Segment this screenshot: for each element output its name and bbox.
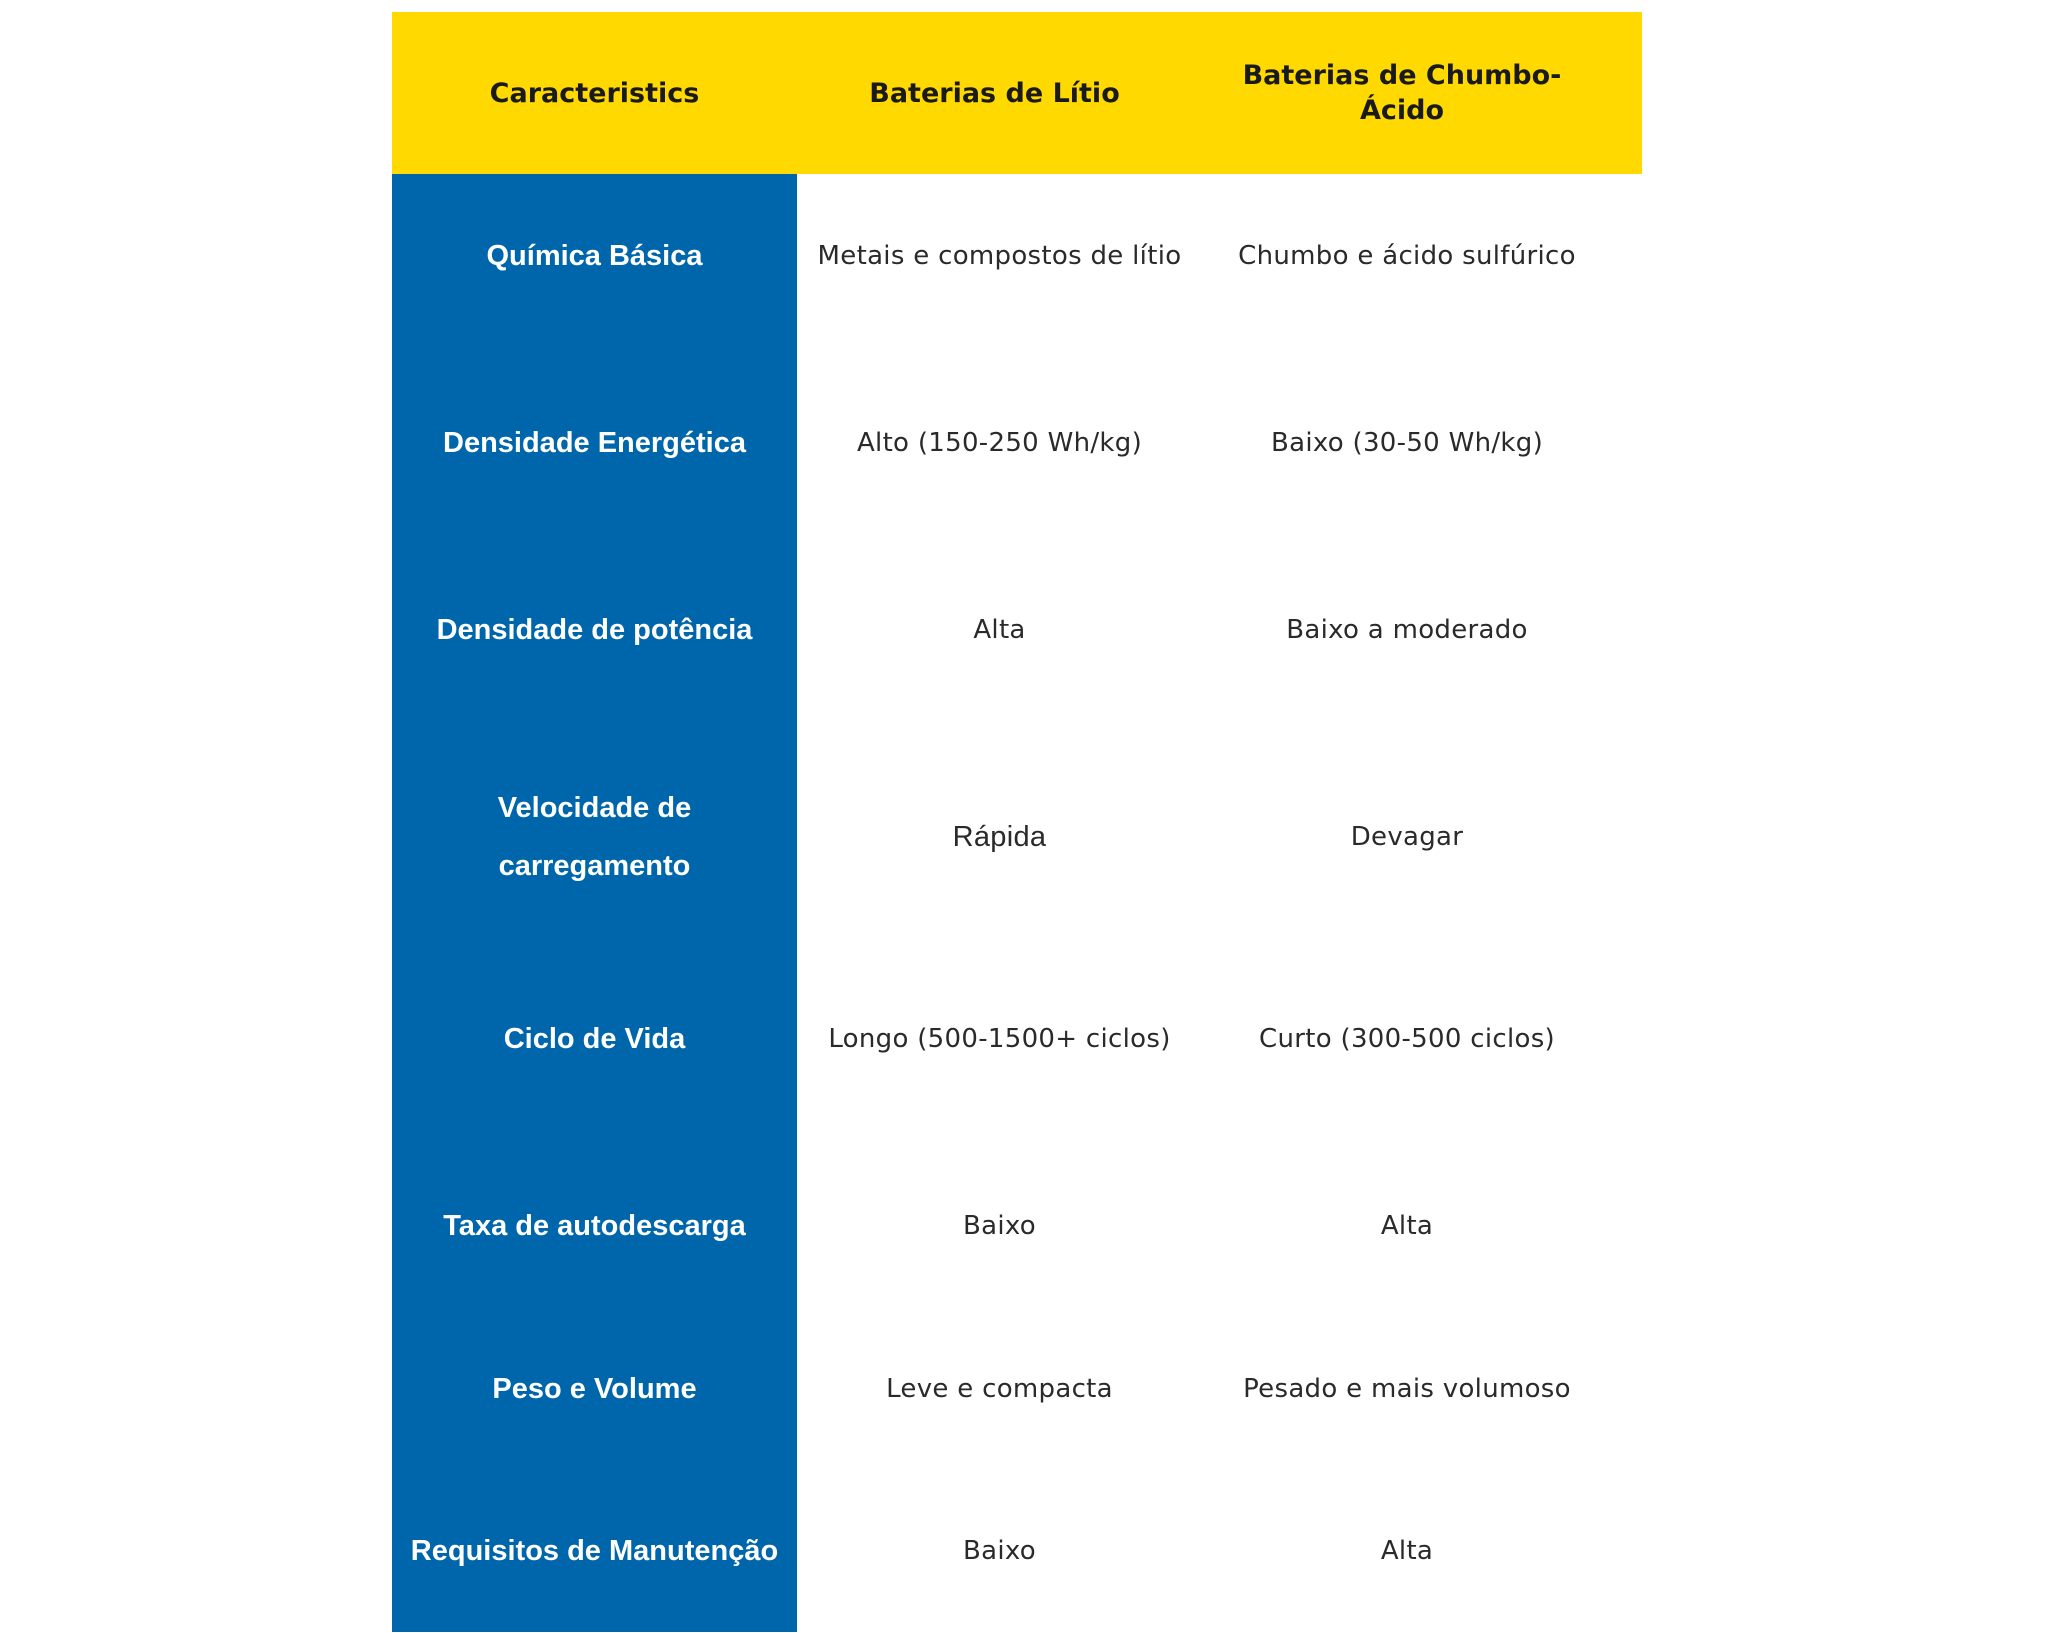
table-row	[392, 361, 1642, 525]
row-label: Densidade Energética	[443, 427, 746, 459]
row-label: Velocidade de carregamento	[497, 792, 692, 882]
lithium-value: Longo (500-1500+ ciclos)	[828, 1024, 1171, 1054]
table-row	[392, 957, 1642, 1121]
lead-acid-value: Baixo a moderado	[1286, 615, 1528, 645]
row-label: Ciclo de Vida	[503, 1023, 686, 1055]
header-lead-acid-batteries: Baterias de Chumbo-Ácido	[1242, 60, 1562, 126]
lead-acid-value: Chumbo e ácido sulfúrico	[1238, 241, 1576, 271]
row-label: Taxa de autodescarga	[443, 1210, 746, 1242]
lead-acid-value: Alta	[1380, 1536, 1434, 1566]
table-row	[392, 548, 1642, 712]
table-row	[392, 730, 1642, 944]
table-row	[392, 1144, 1642, 1308]
header-lithium-batteries: Baterias de Lítio	[869, 77, 1120, 109]
table-row	[392, 1307, 1642, 1471]
lead-acid-value: Curto (300-500 ciclos)	[1259, 1024, 1555, 1054]
lithium-value: Rápida	[952, 820, 1047, 853]
table-body	[392, 12, 1642, 1632]
lithium-value: Leve e compacta	[886, 1374, 1113, 1404]
lead-acid-value: Baixo (30-50 Wh/kg)	[1270, 428, 1544, 458]
lithium-value: Alto (150-250 Wh/kg)	[856, 428, 1143, 458]
lithium-value: Baixo	[963, 1211, 1036, 1241]
lithium-value: Metais e compostos de lítio	[817, 241, 1182, 271]
table-row	[392, 174, 1642, 338]
lithium-value: Baixo	[963, 1536, 1036, 1566]
lead-acid-value: Devagar	[1350, 822, 1464, 852]
row-label: Densidade de potência	[436, 614, 753, 646]
header-characteristics: Caracteristics	[489, 77, 700, 109]
lithium-value: Alta	[973, 615, 1026, 645]
lead-acid-value: Alta	[1380, 1211, 1434, 1241]
row-label: Química Básica	[486, 240, 703, 272]
row-label: Requisitos de Manutenção	[410, 1535, 779, 1567]
lead-acid-value: Pesado e mais volumoso	[1243, 1374, 1571, 1404]
row-label: Peso e Volume	[492, 1373, 697, 1405]
table-row	[392, 1469, 1642, 1633]
